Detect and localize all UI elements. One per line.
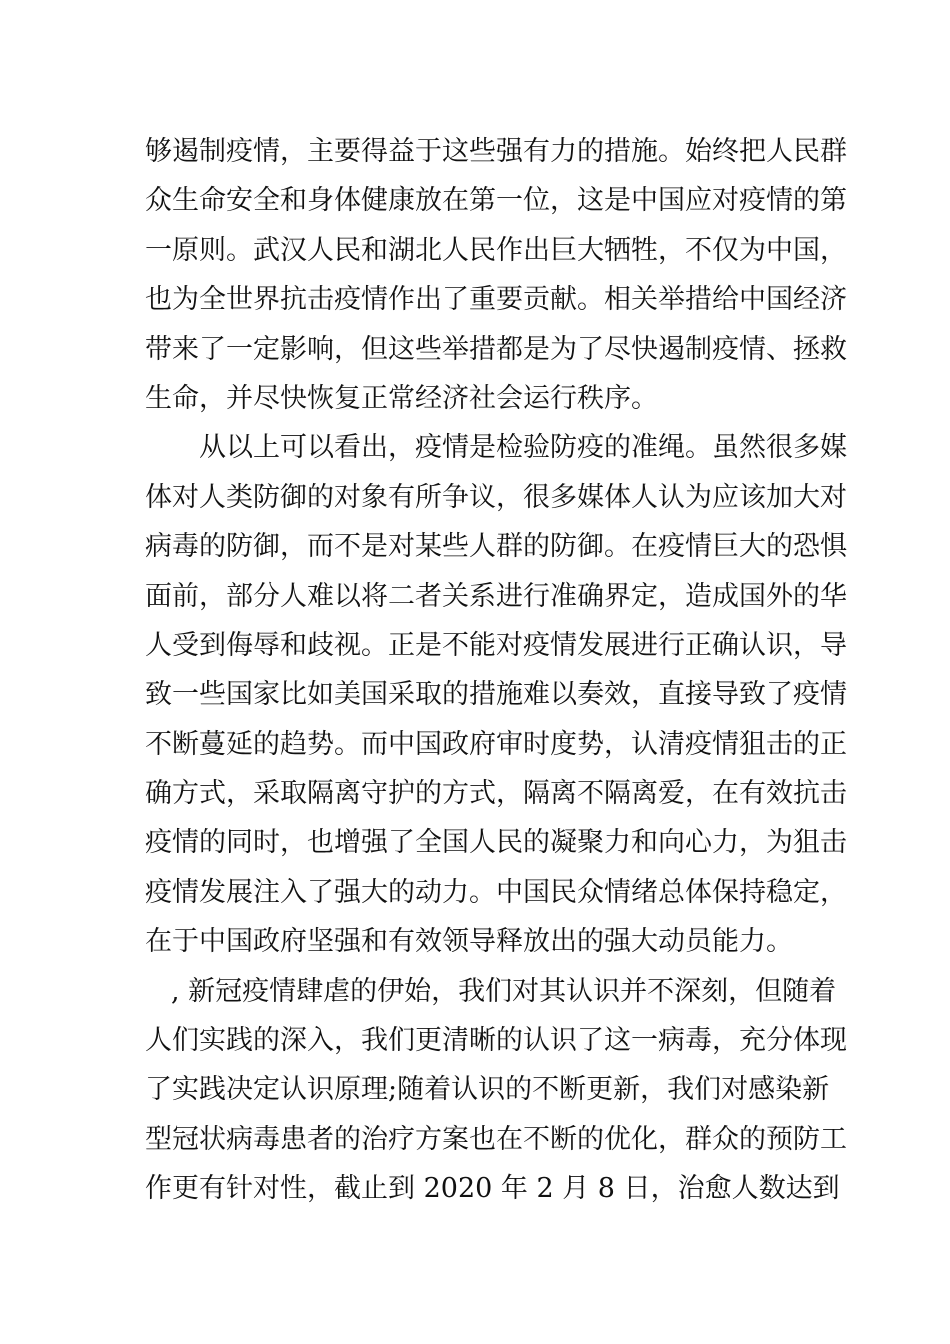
text-line: 带来了一定影响，但这些举措都是为了尽快遏制疫情、拯救: [145, 333, 847, 365]
text-line: 众生命安全和身体健康放在第一位，这是中国应对疫情的第: [145, 185, 847, 217]
document-body: [145, 127, 847, 1214]
text-line: 病毒的防御，而不是对某些人群的防御。在疫情巨大的恐惧: [145, 531, 847, 563]
text-line: 在于中国政府坚强和有效领导释放出的强大动员能力。: [145, 926, 793, 958]
text-line: 体对人类防御的对象有所争议，很多媒体人认为应该加大对: [145, 481, 847, 513]
text-line: 人们实践的深入，我们更清晰的认识了这一病毒，充分体现: [145, 1025, 847, 1057]
paragraph-first-line: 从以上可以看出，疫情是检验防疫的准绳。虽然很多媒: [199, 432, 847, 464]
text-line: 面前，部分人难以将二者关系进行准确界定，造成国外的华: [145, 580, 847, 612]
text-line: 生命，并尽快恢复正常经济社会运行秩序。: [145, 382, 658, 414]
text-line: 人受到侮辱和歧视。正是不能对疫情发展进行正确认识，导: [145, 629, 847, 661]
text-line: 了实践决定认识原理;随着认识的不断更新，我们对感染新: [145, 1074, 830, 1106]
text-line: 疫情的同时，也增强了全国人民的凝聚力和向心力，为狙击: [145, 827, 847, 859]
text-line: 型冠状病毒患者的治疗方案也在不断的优化，群众的预防工: [145, 1123, 847, 1155]
text-line: 疫情发展注入了强大的动力。中国民众情绪总体保持稳定，: [145, 876, 847, 908]
text-line: 也为全世界抗击疫情作出了重要贡献。相关举措给中国经济: [145, 284, 847, 316]
text-line: 够遏制疫情，主要得益于这些强有力的措施。始终把人民群: [145, 136, 847, 167]
paragraph-first-line: , 新冠疫情肆虐的伊始，我们对其认识并不深刻，但随着: [171, 975, 837, 1007]
text-line: 致一些国家比如美国采取的措施难以奏效，直接导致了疫情: [145, 679, 847, 711]
text-line: 作更有针对性，截止到 2020 年 2 月 8 日，治愈人数达到: [145, 1173, 840, 1205]
text-line: 确方式，采取隔离守护的方式，隔离不隔离爱，在有效抗击: [145, 778, 847, 810]
text-line: 一原则。武汉人民和湖北人民作出巨大牺牲，不仅为中国，: [145, 234, 847, 266]
text-line: 不断蔓延的趋势。而中国政府审时度势，认清疫情狙击的正: [145, 728, 847, 760]
